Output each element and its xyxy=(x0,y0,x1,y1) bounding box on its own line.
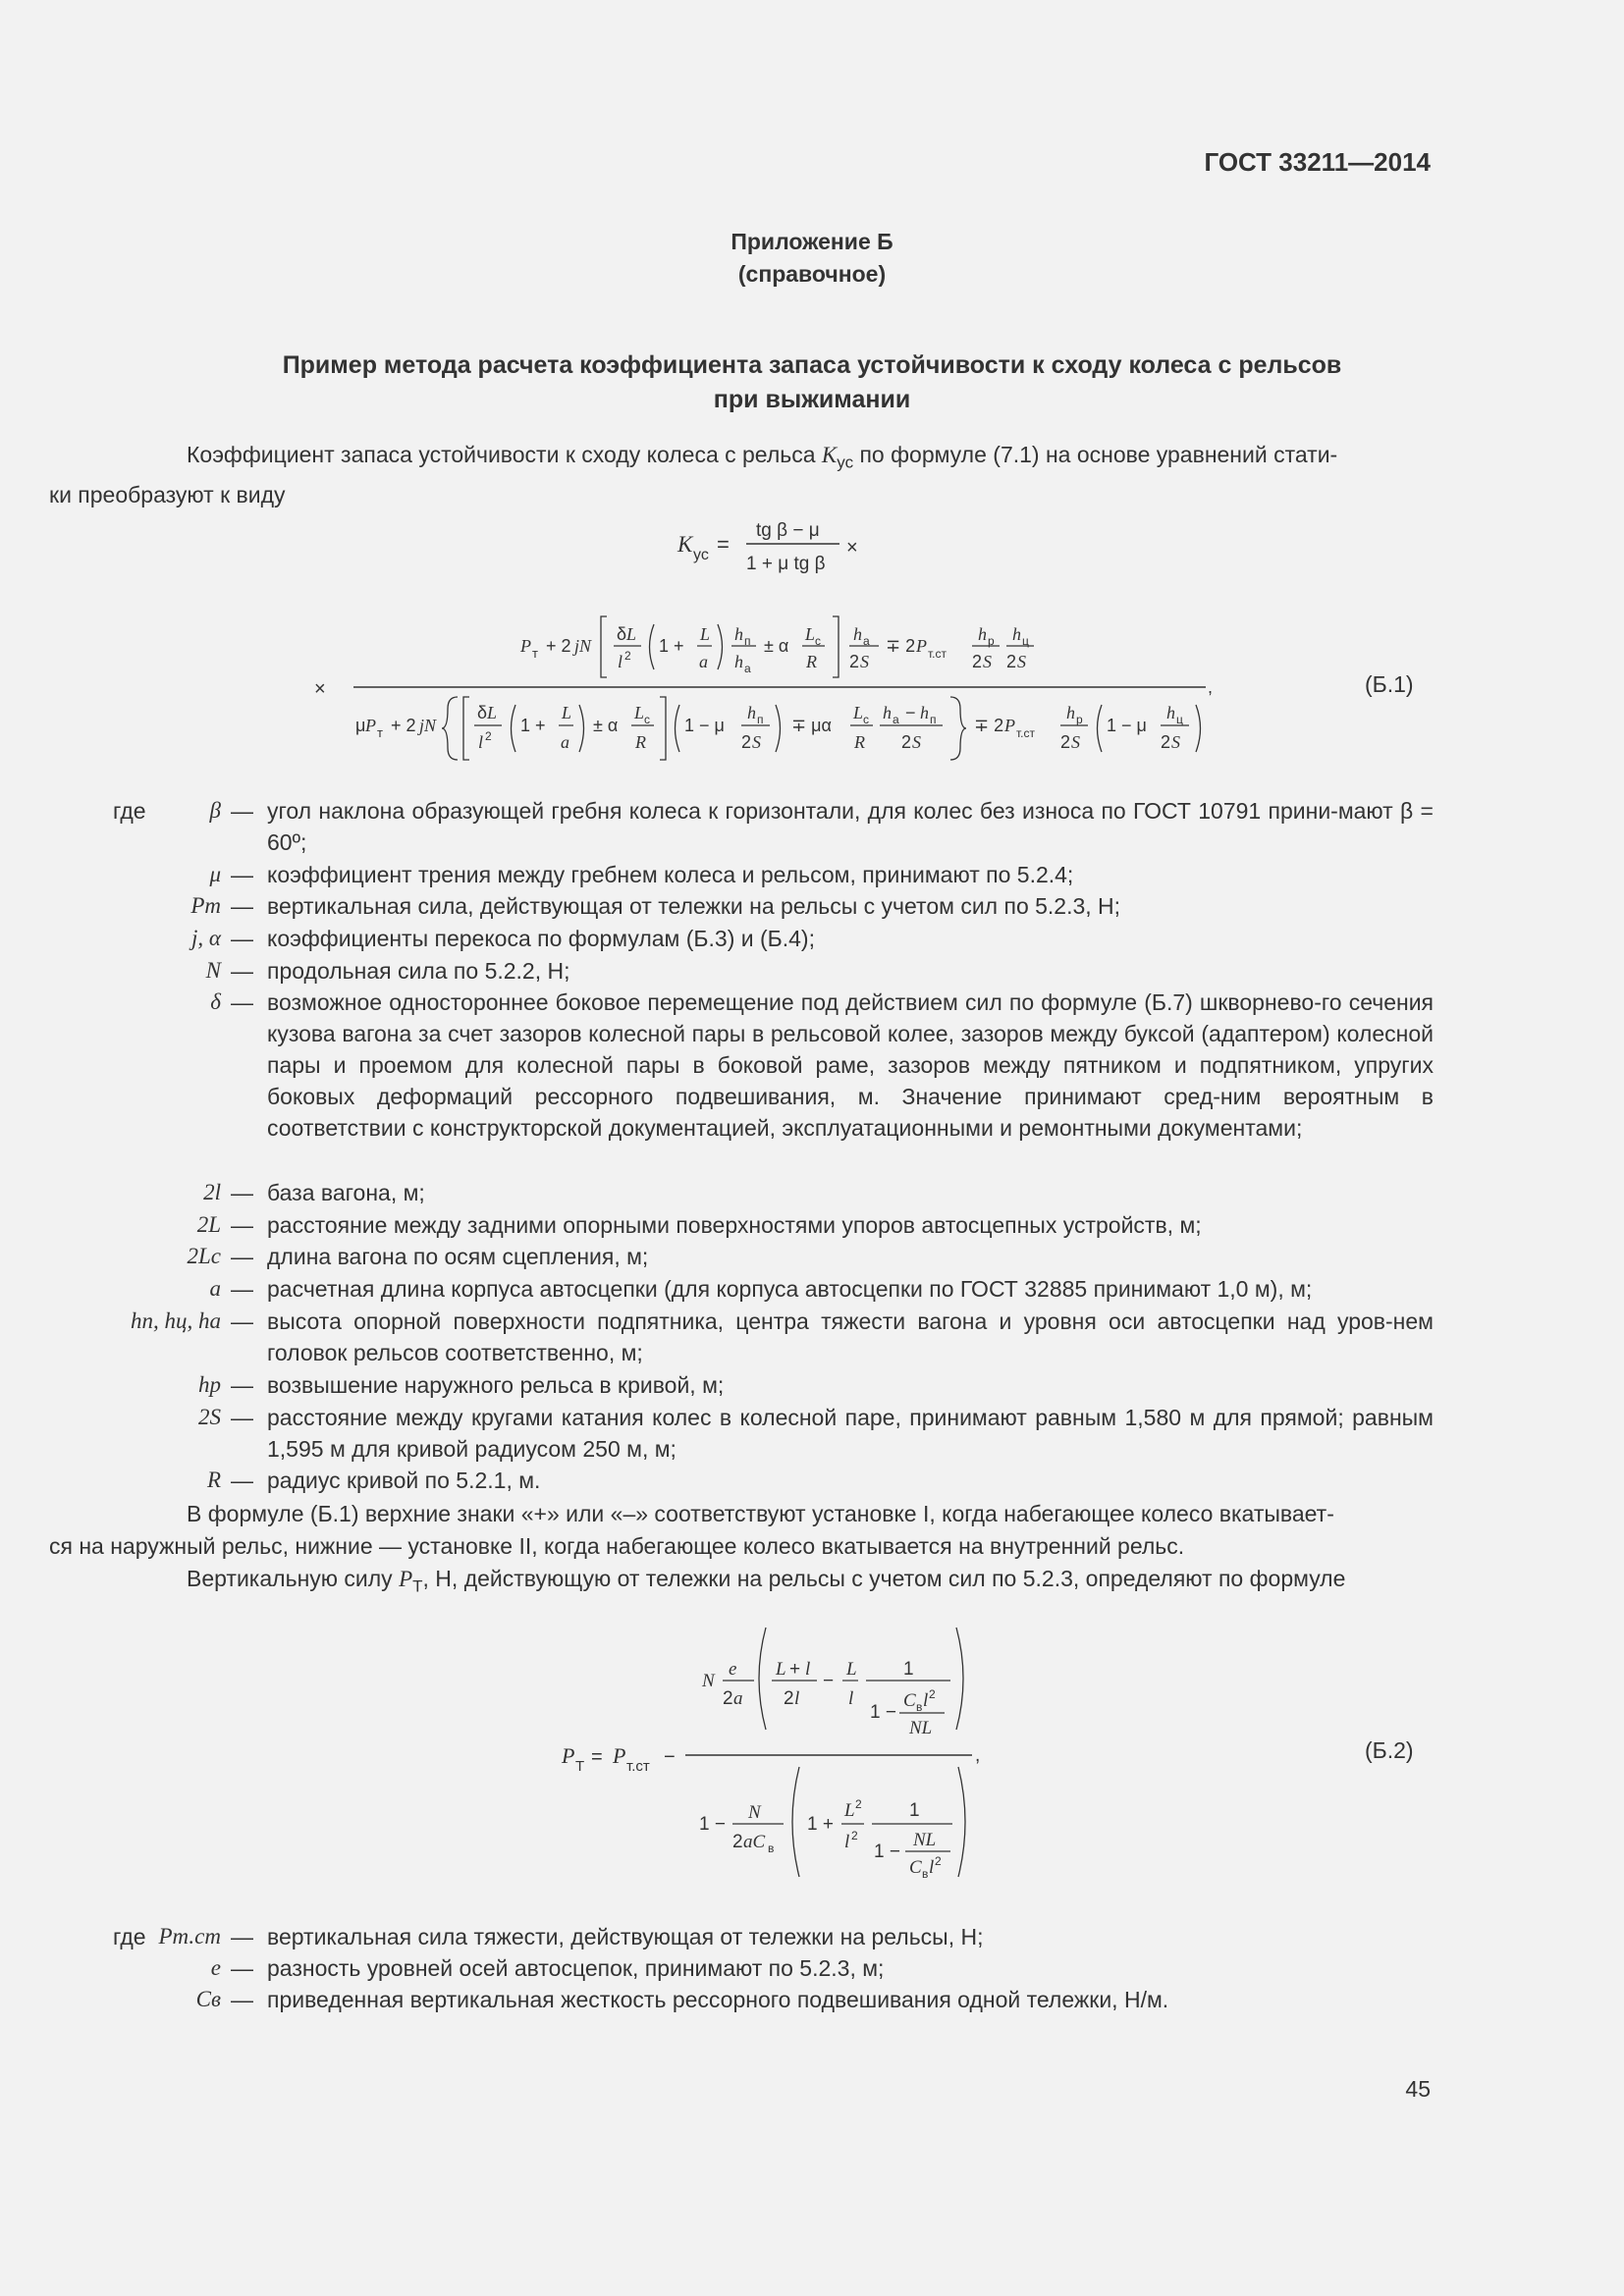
svg-text:h: h xyxy=(978,624,987,644)
svg-text:1 −: 1 − xyxy=(699,1814,726,1835)
svg-text:,: , xyxy=(1208,677,1214,697)
legend1-description: вертикальная сила, действующая от тележки на рельсы с учетом сил по 5.2.3, Н; xyxy=(267,893,1121,919)
svg-text:N: N xyxy=(702,1671,715,1691)
section-title-line2: при выжимании xyxy=(713,386,911,413)
svg-text:т.ст: т.ст xyxy=(928,647,947,661)
svg-text:NL: NL xyxy=(913,1830,937,1850)
svg-text:S: S xyxy=(1017,652,1026,671)
legend1-symbol: Pт xyxy=(190,893,221,918)
svg-text:=: = xyxy=(717,532,730,557)
svg-text:h: h xyxy=(734,652,743,671)
svg-text:1 −: 1 − xyxy=(870,1702,896,1723)
svg-text:l: l xyxy=(478,732,484,752)
svg-text:2: 2 xyxy=(624,649,631,663)
svg-text:∓ 2: ∓ 2 xyxy=(974,716,1004,735)
svg-text:L: L xyxy=(626,624,637,644)
svg-text:h: h xyxy=(1012,624,1021,644)
svg-text:п: п xyxy=(930,713,937,726)
legend2-dash: — xyxy=(231,1987,253,2012)
svg-text:с: с xyxy=(644,713,650,726)
formula-b2-number: (Б.2) xyxy=(1365,1737,1414,1763)
svg-text:в: в xyxy=(922,1867,929,1881)
kus-symbol: K xyxy=(821,443,838,467)
legend1-description: расчетная длина корпуса автосцепки (для корпуса автосцепки по ГОСТ 32885 принимают 1,0 м), м; xyxy=(267,1276,1313,1302)
legend1-description: возможное одностороннее боковое перемещение под действием сил по формуле (Б.7) шкворнево-го сечения кузова вагона за счет зазоров колесной пары в рельсовой колее, зазоров между буксой (адаптером) колесной пары и проемом для колесной пары в боковой раме, зазоров между пятником и подпятником, упругих боковых деформаций рессорного подвешивания, м. Значение принимают сред-ним вероятным в соответствии с конструкторской документацией, эксплуатационными и ремонтными документами; xyxy=(267,989,1434,1141)
legend1-symbol: a xyxy=(209,1276,221,1301)
svg-text:a: a xyxy=(699,652,708,671)
svg-text:1 +: 1 + xyxy=(807,1814,834,1835)
svg-text:P: P xyxy=(916,636,927,656)
svg-text:S: S xyxy=(860,652,869,671)
svg-text:−: − xyxy=(664,1746,676,1768)
svg-text:1 +: 1 + xyxy=(520,716,546,735)
svg-text:R: R xyxy=(806,652,817,671)
legend1-symbol: 2S xyxy=(198,1405,221,1429)
svg-text:jN: jN xyxy=(419,716,437,735)
section-title-line1: Пример метода расчета коэффициента запаса устойчивости к сходу колеса с рельсов xyxy=(282,351,1342,379)
svg-text:R: R xyxy=(635,732,646,752)
vertical-force-paragraph: Вертикальную силу $P_T$, Н, действующую от тележки на рельсы с учетом сил по 5.2.3, определяют по формуле xyxy=(187,1566,1346,1596)
svg-text:± α: ± α xyxy=(764,636,789,656)
svg-text:2: 2 xyxy=(784,1688,794,1709)
legend1-symbol: R xyxy=(206,1468,221,1492)
svg-text:2: 2 xyxy=(855,1797,862,1811)
legend2-dash: — xyxy=(231,1924,253,1949)
formula-b1 xyxy=(314,510,1247,766)
svg-text:в: в xyxy=(768,1842,775,1855)
svg-text:т.ст: т.ст xyxy=(626,1758,650,1775)
standard-number: ГОСТ 33211—2014 xyxy=(1204,147,1431,177)
legend1-symbol: 2l xyxy=(203,1180,221,1204)
svg-text:с: с xyxy=(863,713,869,726)
svg-text:2: 2 xyxy=(1161,732,1171,752)
svg-text:C: C xyxy=(909,1857,922,1878)
legend2-symbol: e xyxy=(210,1955,221,1980)
svg-text:l: l xyxy=(618,652,623,671)
svg-text:S: S xyxy=(912,732,921,752)
legend1-symbol: β xyxy=(209,798,221,823)
svg-text:2: 2 xyxy=(972,652,983,671)
appendix-heading xyxy=(118,226,1506,291)
legend1-description: длина вагона по осям сцепления, м; xyxy=(267,1244,649,1269)
formula-b2 xyxy=(560,1620,992,1895)
legend2-description: приведенная вертикальная жесткость рессорного подвешивания одной тележки, Н/м. xyxy=(267,1987,1169,2012)
legend1-symbol: j, α xyxy=(191,926,221,950)
legend1-description: высота опорной поверхности подпятника, центра тяжести вагона и уровня оси автосцепки над уров-нем головок рельсов соответственно, м; xyxy=(267,1308,1434,1365)
svg-text:т: т xyxy=(377,725,383,740)
svg-text:T: T xyxy=(575,1758,585,1775)
svg-text:jN: jN xyxy=(574,636,592,656)
legend1-dash: — xyxy=(231,1468,253,1493)
svg-text:NL: NL xyxy=(909,1718,933,1738)
svg-text:в: в xyxy=(916,1700,923,1714)
svg-text:R: R xyxy=(854,732,865,752)
svg-text:e: e xyxy=(729,1659,737,1680)
legend1-dash: — xyxy=(231,1372,253,1398)
legend1-description: коэффициенты перекоса по формулам (Б.3) и (Б.4); xyxy=(267,926,815,951)
svg-text:P: P xyxy=(562,1743,575,1768)
legend1-dash: — xyxy=(231,1405,253,1430)
svg-text:−: − xyxy=(905,703,916,722)
svg-text:а: а xyxy=(863,634,870,648)
svg-text:h: h xyxy=(734,624,743,644)
svg-text:1 − μ: 1 − μ xyxy=(1107,716,1147,735)
svg-text:а: а xyxy=(744,662,751,675)
legend1-description: коэффициент трения между гребнем колеса и рельсом, принимают по 5.2.4; xyxy=(267,862,1074,887)
svg-text:2: 2 xyxy=(851,1829,858,1842)
legend1-dash: — xyxy=(231,1308,253,1334)
appendix-title: Приложение Б xyxy=(731,229,893,254)
svg-text:2: 2 xyxy=(741,732,752,752)
svg-text:=: = xyxy=(591,1746,603,1768)
legend2-description: разность уровней осей автосцепок, принимают по 5.2.3, м; xyxy=(267,1955,885,1981)
legend1-description: возвышение наружного рельса в кривой, м; xyxy=(267,1372,725,1398)
svg-text:а: а xyxy=(893,713,899,726)
svg-text:l: l xyxy=(848,1688,854,1709)
legend1-description: угол наклона образующей гребня колеса к горизонтали, для колес без износа по ГОСТ 10791 прини-мают β = 60º; xyxy=(267,798,1434,855)
svg-text:2: 2 xyxy=(485,729,492,743)
svg-text:1: 1 xyxy=(903,1659,914,1680)
signs-note: В формуле (Б.1) верхние знаки «+» или «–» соответствуют установке I, когда набегающее колесо вкатывает- ся на наружный рельс, нижние — установке II, когда набегающее колесо вкатывается на внутренний рельс. xyxy=(49,1501,1334,1559)
svg-text:п: п xyxy=(744,634,751,648)
svg-text:1 −: 1 − xyxy=(874,1842,900,1862)
legend1-symbol: N xyxy=(205,958,221,983)
legend1-symbol: 2L xyxy=(196,1212,221,1237)
svg-text:1 + μ tg β: 1 + μ tg β xyxy=(746,554,826,574)
legend2-description: вертикальная сила тяжести, действующая от тележки на рельсы, Н; xyxy=(267,1924,984,1949)
svg-text:р: р xyxy=(1076,713,1083,726)
svg-text:L: L xyxy=(487,703,498,722)
svg-text:L: L xyxy=(853,703,864,722)
svg-text:2: 2 xyxy=(929,1687,936,1701)
svg-text:l: l xyxy=(805,1659,811,1680)
legend1-dash: — xyxy=(231,798,253,824)
legend2-symbol: Cв xyxy=(195,1987,221,2011)
svg-text:+: + xyxy=(789,1659,801,1680)
legend1-symbol: 2Lс xyxy=(187,1244,221,1268)
svg-text:L: L xyxy=(700,624,711,644)
svg-text:1 − μ: 1 − μ xyxy=(684,716,725,735)
svg-text:tg β − μ: tg β − μ xyxy=(756,520,820,541)
legend1-description: расстояние между задними опорными поверхностями упоров автосцепных устройств, м; xyxy=(267,1212,1202,1238)
legend1-description: база вагона, м; xyxy=(267,1180,425,1205)
svg-text:−: − xyxy=(823,1671,835,1691)
svg-text:P: P xyxy=(613,1743,626,1768)
legend1-symbol: hп, hц, hа xyxy=(131,1308,221,1333)
svg-text:L: L xyxy=(562,703,572,722)
svg-text:S: S xyxy=(983,652,992,671)
svg-text:+ 2: + 2 xyxy=(546,636,571,656)
svg-text:ус: ус xyxy=(693,547,709,563)
svg-text:a: a xyxy=(561,732,569,752)
svg-text:ц: ц xyxy=(1022,634,1029,648)
svg-text:2: 2 xyxy=(901,732,912,752)
svg-text:×: × xyxy=(846,537,858,559)
svg-text:2: 2 xyxy=(1006,652,1017,671)
svg-text:L: L xyxy=(844,1800,855,1821)
svg-text:п: п xyxy=(757,713,764,726)
svg-text:l: l xyxy=(794,1688,800,1709)
svg-text:с: с xyxy=(815,634,821,648)
legend1-dash: — xyxy=(231,926,253,951)
appendix-subtitle: (справочное) xyxy=(737,261,887,287)
svg-text:l: l xyxy=(844,1832,850,1852)
legend1-description: расстояние между кругами катания колес в колесной паре, принимают равным 1,580 м для прямой; равным 1,595 м для кривой радиусом 250 м, м; xyxy=(267,1405,1434,1462)
svg-text:р: р xyxy=(988,634,995,648)
svg-text:P: P xyxy=(1004,716,1015,735)
legend1-dash: — xyxy=(231,1212,253,1238)
svg-text:2: 2 xyxy=(723,1688,733,1709)
svg-text:μ: μ xyxy=(355,716,366,735)
svg-text:1: 1 xyxy=(909,1800,920,1821)
svg-text:ц: ц xyxy=(1176,713,1183,726)
legend1-dash: — xyxy=(231,893,253,919)
svg-text:aC: aC xyxy=(743,1832,766,1852)
svg-text:δ: δ xyxy=(617,624,627,644)
intro-paragraph: Коэффициент запаса устойчивости к сходу колеса с рельса $K_{ус}$ по формуле (7.1) на основе уравнений стати- ки преобразуют к виду xyxy=(49,442,1338,507)
page-number: 45 xyxy=(1405,2076,1431,2102)
svg-text:C: C xyxy=(903,1690,916,1711)
svg-text:+ 2: + 2 xyxy=(391,716,416,735)
legend1-dash: — xyxy=(231,1180,253,1205)
legend1-dash: — xyxy=(231,1276,253,1302)
legend1-symbol: hр xyxy=(198,1372,221,1397)
svg-text:,: , xyxy=(975,1745,981,1766)
legend2-dash: — xyxy=(231,1955,253,1981)
legend1-dash: — xyxy=(231,862,253,887)
svg-text:a: a xyxy=(733,1688,743,1709)
svg-text:h: h xyxy=(920,703,929,722)
legend1-dash: — xyxy=(231,958,253,984)
svg-text:×: × xyxy=(314,678,326,700)
legend1-symbol: δ xyxy=(210,989,221,1014)
svg-text:± α: ± α xyxy=(593,716,619,735)
section-title xyxy=(118,348,1506,417)
svg-text:P: P xyxy=(365,716,376,735)
svg-text:l: l xyxy=(923,1690,929,1711)
svg-text:h: h xyxy=(1066,703,1075,722)
svg-text:P: P xyxy=(520,636,531,656)
svg-text:1 +: 1 + xyxy=(659,636,684,656)
svg-text:L: L xyxy=(805,624,816,644)
legend1-dash: — xyxy=(231,1244,253,1269)
legend1-description: радиус кривой по 5.2.1, м. xyxy=(267,1468,541,1493)
svg-text:2: 2 xyxy=(732,1832,743,1852)
svg-text:L: L xyxy=(634,703,645,722)
svg-text:S: S xyxy=(1071,732,1080,752)
svg-text:2: 2 xyxy=(1060,732,1071,752)
svg-text:h: h xyxy=(747,703,756,722)
formula-b1-number: (Б.1) xyxy=(1365,671,1414,697)
legend1-symbol: μ xyxy=(209,862,221,886)
document-page: ГОСТ 33211—2014 Приложение Б (справочное) Пример метода расчета коэффициента запаса устойчивости к сходу колеса с рельсов при выжимании Коэффициент запаса устойчивости к сходу колеса с рельса $K_{ус}$ по формуле (7.1) на основе уравнений стати- ки преобразуют к виду K ус = tg β − μ 1 + μ tg β × × P т + 2 jN δ L l 2 1 + L a h п h а ± α L с R h а 2 S ∓ 2 P т.ст h р 2 S h ц 2 S , μ P т + 2 jN δ L l 2 1 + L a ± α L с R 1 − μ h п 2 S ∓ μα L с R h а − h п 2 S ∓ 2 P т.ст h р 2 S 1 − μ h ц 2 S (Б.1) где β — угол наклона образующей гребня колеса к горизонтали, для колес без износа по ГОСТ 10791 прини-мают β = 60º; μ — коэффициент трения между гребнем колеса и рельсом, принимают по 5.2.4; Pт — вертикальная сила, действующая от тележки на рельсы с учетом сил по 5.2.3, Н; j, α — коэффициенты перекоса по формулам (Б.3) и (Б.4); N — продольная сила по 5.2.2, Н; δ — возможное одностороннее боковое перемещение под действием сил по формуле (Б.7) шкворнево-го сечения кузова вагона за счет зазоров колесной пары в рельсовой колее, зазоров между буксой (адаптером) колесной пары и проемом для колесной пары в боковой раме, зазоров между пятником и подпятником, упругих боковых деформаций рессорного подвешивания, м. Значение принимают сред-ним вероятным в соответствии с конструкторской документацией, эксплуатационными и ремонтными документами; 2l — база вагона, м; 2L — расстояние между задними опорными поверхностями упоров автосцепных устройств, м; 2Lс — длина вагона по осям сцепления, м; a — расчетная длина корпуса автосцепки (для корпуса автосцепки по ГОСТ 32885 принимают 1,0 м), м; hп, hц, hа — высота опорной поверхности подпятника, центра тяжести вагона и уровня оси автосцепки над уров-нем головок рельсов соответственно, м; hр — возвышение наружного рельса в кривой, м; 2S — расстояние между кругами катания колес в колесной паре, принимают равным 1,580 м для прямой; равным 1,595 м для кривой радиусом 250 м, м; R — радиус кривой по 5.2.1, м. В формуле (Б.1) верхние знаки «+» или «–» соответствуют установке I, когда набегающее колесо вкатывает- ся на наружный рельс, нижние — установке II, когда набегающее колесо вкатывается на внутренний рельс. Вертикальную силу $P_T$, Н, действующую от тележки на рельсы с учетом сил по 5.2.3, определяют по формуле P T = P т.ст − N e 2 a L + l 2 l − L l 1 1 − C в l 2 NL , 1 − N 2 aC в 1 + L 2 l 2 1 1 − NL C в l 2 (Б.2) где Pт.ст — вертикальная сила тяжести, действующая от тележки на рельсы, Н; e — разность уровней осей автосцепок, принимают по 5.2.3, м; Cв — приведенная вертикальная жесткость рессорного подвешивания одной тележки, Н/м. 45 xyxy=(0,0,1624,2296)
svg-text:S: S xyxy=(752,732,761,752)
svg-text:∓ μα: ∓ μα xyxy=(791,716,832,735)
svg-text:т.ст: т.ст xyxy=(1016,726,1035,740)
svg-text:S: S xyxy=(1171,732,1180,752)
legend1-dash: — xyxy=(231,989,253,1015)
legend1-description: продольная сила по 5.2.2, Н; xyxy=(267,958,570,984)
svg-text:l: l xyxy=(929,1857,935,1878)
legend2-symbol: Pт.ст xyxy=(158,1924,221,1949)
svg-text:N: N xyxy=(748,1802,761,1823)
svg-text:L: L xyxy=(846,1659,857,1680)
svg-text:2: 2 xyxy=(935,1854,942,1868)
svg-text:K: K xyxy=(677,532,693,557)
svg-text:h: h xyxy=(883,703,892,722)
svg-text:т: т xyxy=(532,646,538,661)
svg-text:δ: δ xyxy=(477,703,488,722)
svg-text:L: L xyxy=(776,1659,786,1680)
svg-text:2: 2 xyxy=(849,652,860,671)
svg-text:h: h xyxy=(853,624,862,644)
svg-text:h: h xyxy=(1166,703,1175,722)
svg-text:∓ 2: ∓ 2 xyxy=(886,636,916,656)
